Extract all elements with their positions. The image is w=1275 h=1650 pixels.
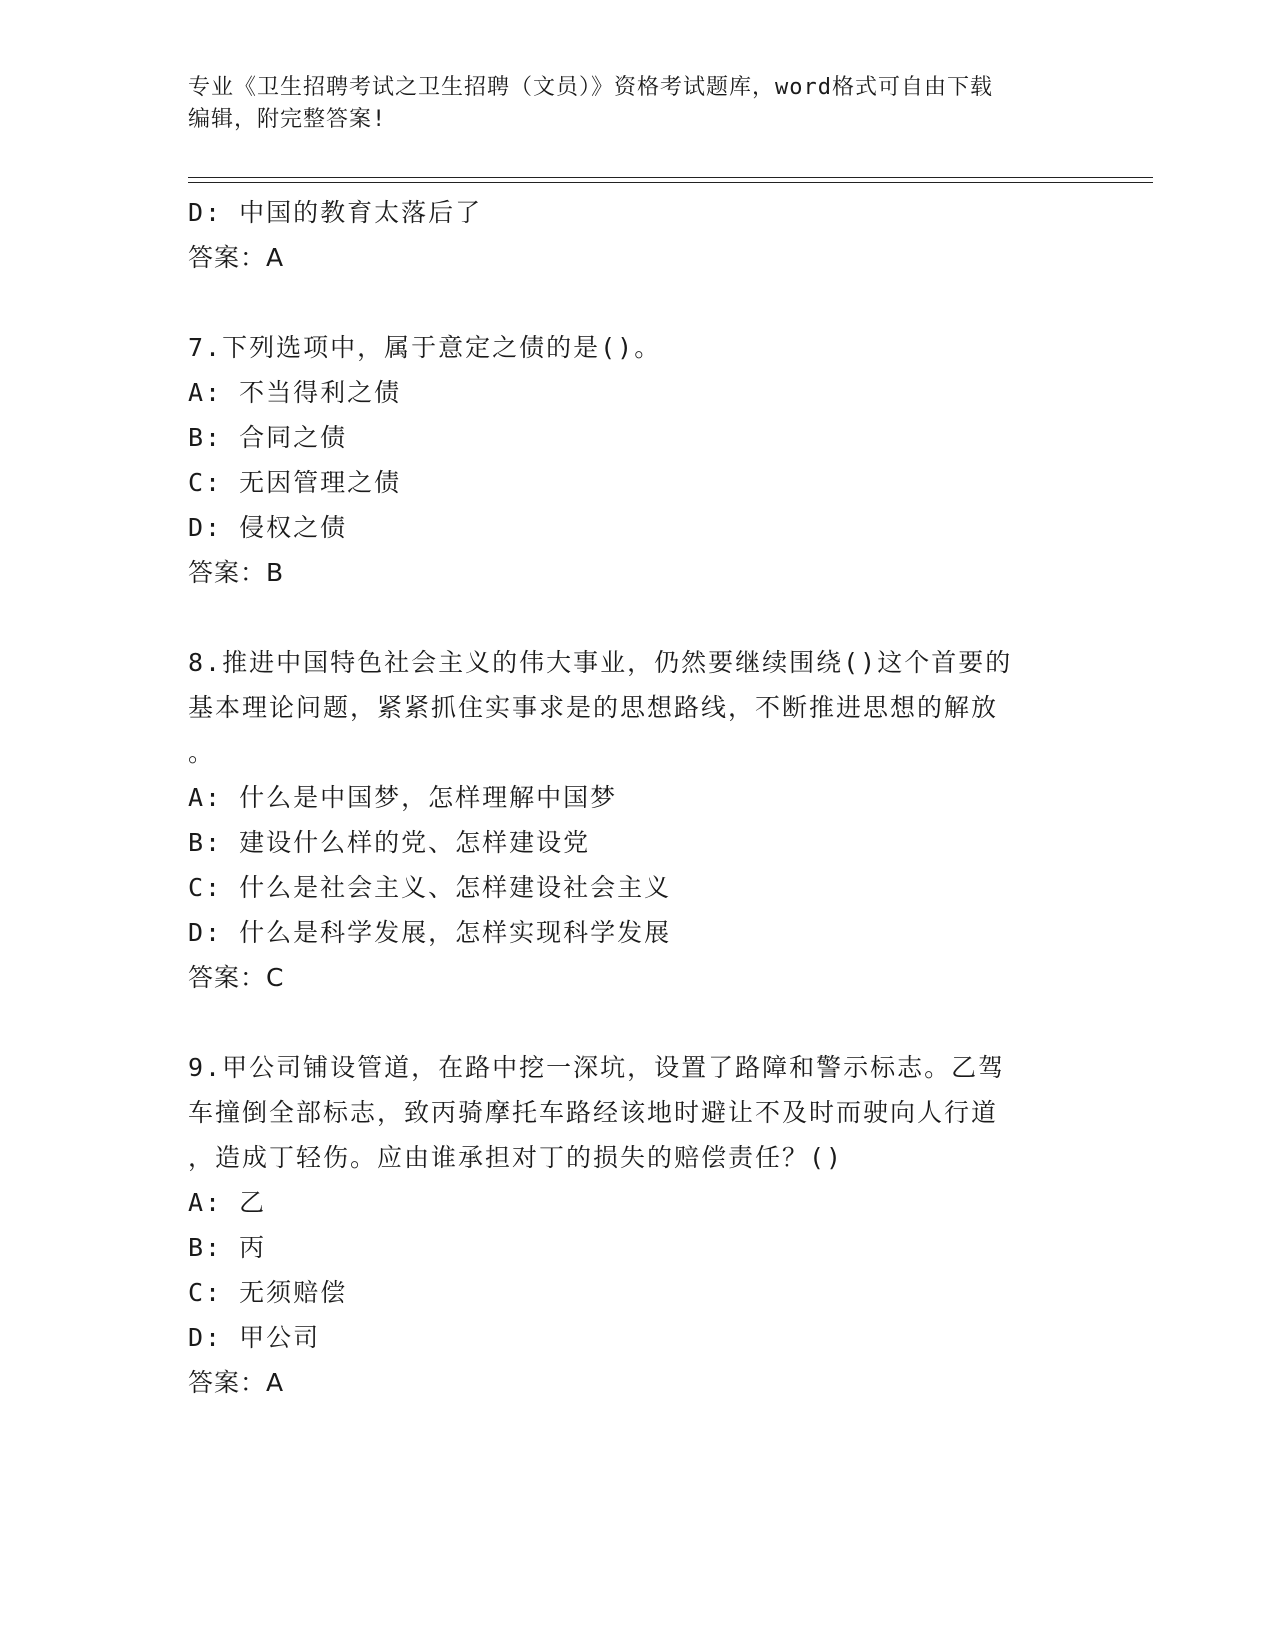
answer: 答案：B <box>188 558 285 587</box>
header-line-2: 编辑，附完整答案! <box>188 107 387 132</box>
question-stem-line-1: 8.推进中国特色社会主义的伟大事业，仍然要继续围绕()这个首要的 <box>188 648 1013 677</box>
question-stem-line-3: 。 <box>188 738 216 767</box>
option-c: C: 无因管理之债 <box>188 468 402 497</box>
option-a: A: 乙 <box>188 1188 267 1217</box>
question-stem-line-3: ，造成丁轻伤。应由谁承担对丁的损失的赔偿责任？() <box>188 1143 844 1172</box>
option-a: A: 不当得利之债 <box>188 378 402 407</box>
question-8 <box>188 640 1068 1000</box>
option-b: B: 丙 <box>188 1233 267 1262</box>
option-d: D: 中国的教育太落后了 <box>188 198 483 227</box>
option-c: C: 什么是社会主义、怎样建设社会主义 <box>188 873 672 902</box>
answer: 答案：C <box>188 963 285 992</box>
option-c: C: 无须赔偿 <box>188 1278 348 1307</box>
header-line-1: 专业《卫生招聘考试之卫生招聘（文员）》资格考试题库，word格式可自由下载 <box>188 75 993 100</box>
header-divider-top <box>188 177 1153 178</box>
option-b: B: 建设什么样的党、怎样建设党 <box>188 828 591 857</box>
option-d: D: 甲公司 <box>188 1323 321 1352</box>
question-stem-line-2: 基本理论问题，紧紧抓住实事求是的思想路线，不断推进思想的解放 <box>188 693 999 722</box>
header-divider-bottom <box>188 182 1153 183</box>
option-d: D: 侵权之债 <box>188 513 348 542</box>
question-stem-line-2: 车撞倒全部标志，致丙骑摩托车路经该地时避让不及时而驶向人行道 <box>188 1098 999 1127</box>
question-7 <box>188 325 1068 595</box>
question-stem: 7.下列选项中，属于意定之债的是()。 <box>188 333 662 362</box>
question-9 <box>188 1045 1068 1405</box>
option-a: A: 什么是中国梦，怎样理解中国梦 <box>188 783 618 812</box>
answer: 答案：A <box>188 1368 285 1397</box>
document-header <box>188 72 1068 136</box>
option-b: B: 合同之债 <box>188 423 348 452</box>
carryover-block <box>188 190 1068 280</box>
answer: 答案：A <box>188 243 285 272</box>
option-d: D: 什么是科学发展，怎样实现科学发展 <box>188 918 672 947</box>
question-stem-line-1: 9.甲公司铺设管道，在路中挖一深坑，设置了路障和警示标志。乙驾 <box>188 1053 1006 1082</box>
document-body <box>188 190 1068 1405</box>
